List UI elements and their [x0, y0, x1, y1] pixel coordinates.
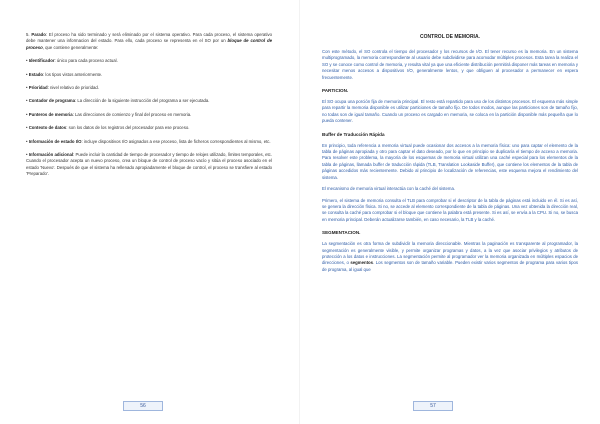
- item-label: Información adicional: [28, 152, 74, 158]
- page-number: 56: [123, 401, 163, 411]
- paragraph-segmentacion: [322, 241, 578, 273]
- list-item-contexto: • Contexto de datos: son los datos de los registros del procesador para ese proceso.: [26, 125, 190, 131]
- list-number: 5.: [26, 32, 32, 37]
- list-item-contador: • Contador de programa: La dirección de la siguiente instrucción del programa a ser ejecutada.: [26, 98, 210, 104]
- item-text: : único para cada proceso actual.: [54, 58, 118, 64]
- item-text: : incluye dispositivos I/O asignados a ese proceso, lista de ficheros correspondientes al mismo, etc.: [81, 138, 271, 144]
- term-bloque-control: bloque de control de proceso: [26, 38, 272, 50]
- paragraph-text-end: , que contiene generalmente:: [42, 44, 99, 50]
- list-item-estado: • Estado: los tipos vistos anteriormente.: [26, 71, 103, 77]
- list-item-prioridad: • Prioridad: nivel relativo de prioridad.: [26, 85, 99, 91]
- paragraph-text-end: . Los segmentos son de tamaño variable. Pueden existir varios segmentos de programa para varios tipos de programa, al igual que: [322, 260, 578, 272]
- list-item-info-adicional: • Información adicional: Puede incluir la cantidad de tiempo de procesador y tiempo de relojes utilizado, límites temporales, etc. Cuando el procesador acepta un nuevo proceso, crea un bloque de control de proceso vacío y sitúa el proceso asociado en el estado 'Nuevo'. Después de que el sistema ha rellenado apropiadamente el bloque de control, el proceso se transfiere al estado 'Preparado'.: [26, 152, 272, 177]
- paragraph-parado: [26, 32, 272, 51]
- term-segmentos: segmentos: [350, 260, 374, 266]
- paragraph-text: La segmentación es otra forma de subdividir la memoria direccionable. Mientras la paginación es transparente al programador, la segmentación es generalmente visible, y permite organizar programas y datos, a la vez que asociar privilegios y atributos de protección a los datos e instrucciones. La segmentación permite al programador ver la memoria organizada en múltiples espacios de direcciones, o: [322, 241, 578, 266]
- item-text: : Puede incluir la cantidad de tiempo de procesador y tiempo de relojes utilizado, límites temporales, etc. Cuando el procesador acepta un nuevo proceso, crea un bloque de control de proceso vacío y sitúa el proceso asociado en el estado 'Nuevo'. Después de que el sistema ha rellenado apropiadamente el bloque de control, el proceso se transfiere al estado 'Preparado'.: [26, 152, 272, 177]
- item-text: : La dirección de la siguiente instrucción del programa a ser ejecutada.: [75, 98, 210, 104]
- paragraph-cache: El mecanismo de memoria virtual interactúa con la caché del sistema.: [322, 186, 456, 192]
- item-text: : los tipos vistos anteriormente.: [43, 71, 103, 77]
- list-item-identificador: • Identificador: único para cada proceso actual.: [26, 58, 118, 64]
- section-title: CONTROL DE MEMORIA.: [420, 34, 480, 40]
- right-page: [300, 0, 600, 424]
- heading-buffer: Buffer de Traducción Rápida: [322, 131, 385, 137]
- list-item-punteros: • Punteros de memoria: Las direcciones de comienzo y final del proceso en memoria.: [26, 111, 192, 117]
- item-text: : Las direcciones de comienzo y final del proceso en memoria.: [72, 111, 192, 117]
- item-label: Punteros de memoria: [28, 111, 73, 117]
- item-label: Información de estado I/O: [28, 138, 82, 144]
- item-label: Identificador: [28, 58, 55, 64]
- item-label: Contador de programa: [28, 98, 76, 104]
- page-number: 57: [413, 401, 453, 411]
- item-label: Prioridad: [28, 85, 48, 91]
- paragraph-particion: El SO ocupa una porción fija de memoria principal. El resto está repartido para uso de los distintos procesos. El esquema más simple para repartir la memoria disponible es utilizar particiones de tamaño fijo. De todos modos, aunque las particiones son de tamaño fijo, no todas son de igual tamaño. Cuando un proceso es cargado en memoria, se coloca en la partición disponible más pequeña que lo pueda contener.: [322, 99, 578, 124]
- item-label: Contexto de datos: [28, 125, 67, 131]
- item-text: : nivel relativo de prioridad.: [47, 85, 99, 91]
- list-item-estado-io: • Información de estado I/O: incluye dispositivos I/O asignados a ese proceso, lista de ficheros correspondientes al mismo, etc.: [26, 138, 271, 144]
- paragraph-buffer: En principio, toda referencia a memoria virtual puede ocasionar dos accesos a la memoria física: uno para captar el elemento de la tabla de páginas apropiada y otro para captar el dato deseado, por lo que en principio se duplicaría el tiempo de acceso a memoria. Para resolver este problema, la mayoría de los esquemas de memoria virtual utilizan una caché especial para los elementos de la tabla de páginas, llamada buffer de traducción rápida (TLB, Translation Lookaside Buffer), que contiene los elementos de la tabla de páginas accedidos más recientemente. Debido al principio de localización de referencias, este esquema mejora el rendimiento del sistema.: [322, 142, 578, 180]
- paragraph-intro: Con este método, el SO controla el tiempo del procesador y los recursos de I/O. El tener recurso es la memoria. En un sistema multiprogramado, la memoria correspondiente al usuario debe subdividirse para acomodar múltiples procesos. Esta tarea la realiza el SO y se conoce como control de memoria, y resulta vital ya que una eficiente distribución permitirá disponer más tareas en memoria y necesitar menos accesos a dispositivos I/O, generalmente lentos, y que obliguen al procesador a permanecer en espera frecuentemente.: [322, 49, 578, 80]
- heading-segmentacion: SEGMENTACION.: [322, 230, 361, 236]
- item-text: : son los datos de los registros del procesador para ese proceso.: [66, 125, 190, 131]
- paragraph-text: : El proceso ha sido terminado y será eliminado por el sistema operativo. Para cada proceso, el sistema operativo debe mantener una informacion del estado. Para ello, cada proceso se representa en el SO por un: [26, 32, 273, 44]
- term-parado: Parado: [31, 32, 46, 37]
- item-label: Estado: [28, 71, 44, 77]
- heading-particion: PARTICION.: [322, 88, 349, 94]
- paragraph-tlb: Primero, el sistema de memoria consulta el TLB para comprobar si el descriptor de la tabla de páginas está incluido en él. Si es así, se genera la dirección física. Si no, se accede al elemento correspondiente de la tabla de páginas. Una vez obtenida la dirección real, se consulta la caché para comprobar si el bloque que contiene la palabra está presente. Si es así, se envía a la CPU. Si no, se busca en memoria principal. Deberán actualizarse también, en caso necesario, la TLB y la caché.: [322, 197, 578, 222]
